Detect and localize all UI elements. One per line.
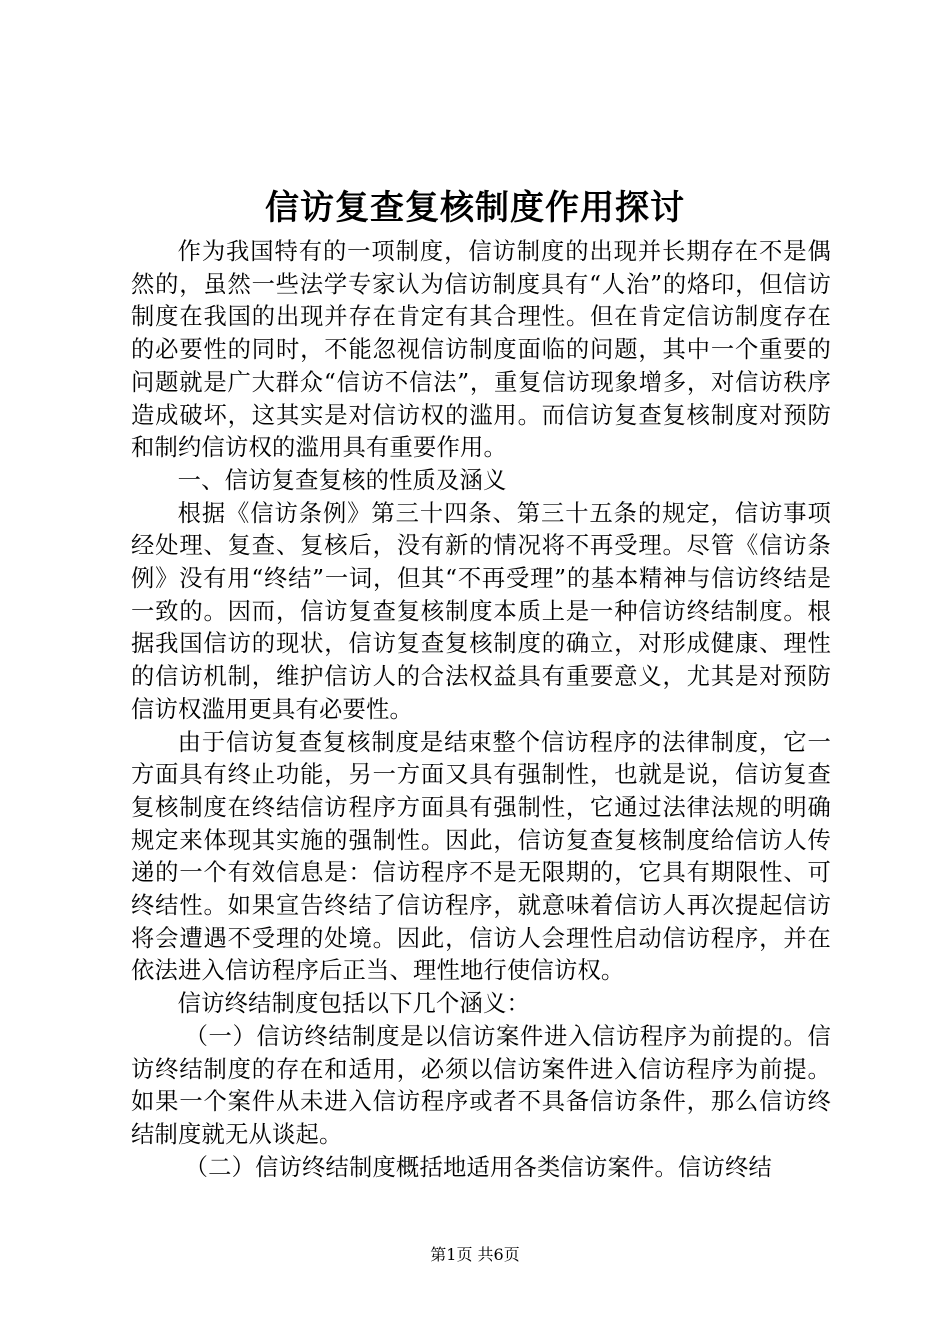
paragraph-item-1: （一）信访终结制度是以信访案件进入信访程序为前提的。信访终结制度的存在和适用，必须以信访案件进入信访程序为前提。如果一个案件从未进入信访程序或者不具备信访条件，那么信访终结制度就无从谈起。 bbox=[131, 1022, 831, 1148]
document-title: 信访复查复核制度作用探讨 bbox=[265, 188, 685, 228]
paragraph-meaning-intro: 信访终结制度包括以下几个涵义： bbox=[177, 990, 531, 1018]
paragraph-intro: 作为我国特有的一项制度，信访制度的出现并长期存在不是偶然的，虽然一些法学专家认为信访制度具有“人治”的烙印，但信访制度在我国的出现并存在肯定有其合理性。但在肯定信访制度存在的必要性的同时，不能忽视信访制度面临的问题，其中一个重要的问题就是广大群众“信访不信法”，重复信访现象增多，对信访秩序造成破坏，这其实是对信访权的滥用。而信访复查复核制度对预防和制约信访权的滥用具有重要作用。 bbox=[131, 238, 831, 462]
paragraph-nature: 根据《信访条例》第三十四条、第三十五条的规定，信访事项经处理、复查、复核后，没有新的情况将不再受理。尽管《信访条例》没有用“终结”一词，但其“不再受理”的基本精神与信访终结是一致的。因而，信访复查复核制度本质上是一种信访终结制度。根据我国信访的现状，信访复查复核制度的确立，对形成健康、理性的信访机制，维护信访人的合法权益具有重要意义，尤其是对预防信访权滥用更具有必要性。 bbox=[131, 499, 831, 723]
page-number-footer: 第1页 共6页 bbox=[430, 1245, 520, 1264]
paragraph-item-2: （二）信访终结制度概括地适用各类信访案件。信访终结 bbox=[184, 1153, 772, 1181]
section-heading: 一、信访复查复核的性质及涵义 bbox=[177, 466, 507, 494]
document-body bbox=[131, 236, 831, 1184]
paragraph-compulsory: 由于信访复查复核制度是结束整个信访程序的法律制度，它一方面具有终止功能，另一方面又具有强制性，也就是说，信访复查复核制度在终结信访程序方面具有强制性，它通过法律法规的明确规定来体现其实施的强制性。因此，信访复查复核制度给信访人传递的一个有效信息是：信访程序不是无限期的，它具有期限性、可终结性。如果宣告终结了信访程序，就意味着信访人再次提起信访将会遭遇不受理的处境。因此，信访人会理性启动信访程序，并在依法进入信访程序后正当、理性地行使信访权。 bbox=[131, 728, 831, 985]
